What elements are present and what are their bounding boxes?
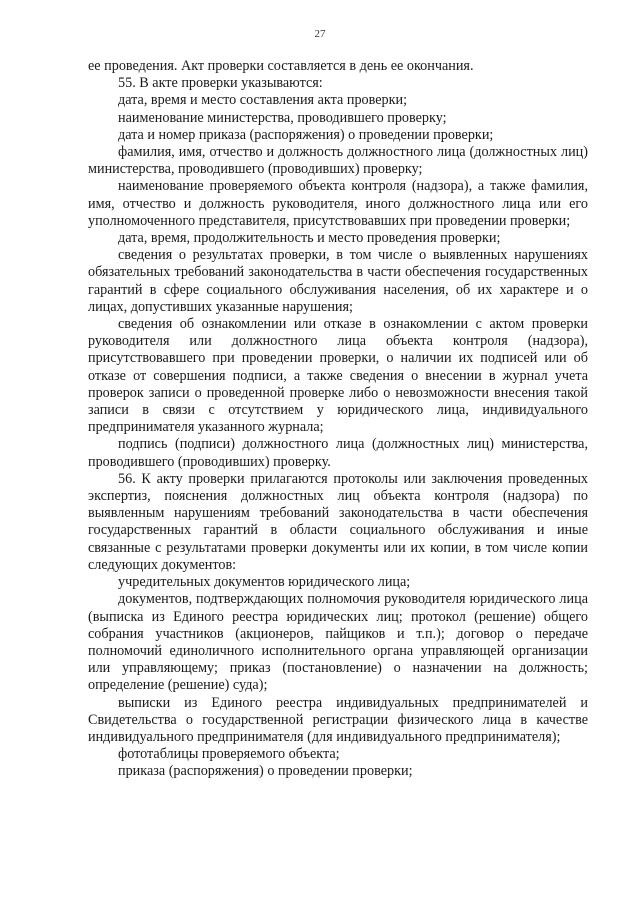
list-item: фототаблицы проверяемого объекта;	[118, 746, 340, 763]
list-item: наименование проверяемого объекта контроля (надзора), а также фамилия, имя, отчество и должность руководителя, иного должностного лица или его уполномоченного представителя, присутствовавших при проведении проверки;	[88, 178, 588, 229]
list-item: дата, время и место составления акта проверки;	[118, 92, 408, 109]
page-number: 27	[314, 28, 326, 40]
list-item: наименование министерства, проводившего проверку;	[118, 109, 447, 126]
list-item: фамилия, имя, отчество и должность должностного лица (должностных лиц) министерства, проводившего (проводивших) проверку;	[88, 144, 588, 178]
paragraph-continuation: ее проведения. Акт проверки составляется в день ее окончания.	[88, 58, 474, 74]
list-item: дата и номер приказа (распоряжения) о проведении проверки;	[118, 126, 494, 143]
list-item: документов, подтверждающих полномочия руководителя юридического лица (выписка из Единого реестра юридических лиц; протокол (решение) общего собрания участников (акционеров, пайщиков и т.п.); договор о передаче полномочий единоличного исполнительного органа управляющей организации или управляющему; приказ (постановление) о назначении на должность; определение (решение) суда);	[88, 591, 588, 694]
paragraph-item-56: 56. К акту проверки прилагаются протоколы или заключения проведенных экспертиз, пояснения должностных лиц объекта контроля (надзора) по выявленным нарушениям требований законодательства в части обеспечения государственных гарантий в области социального обслуживания и иные связанные с результатами проверки документы или их копии, в том числе копии следующих документов:	[88, 470, 588, 573]
list-item: дата, время, продолжительность и место проведения проверки;	[118, 230, 501, 247]
paragraph-item-55: 55. В акте проверки указываются:	[118, 75, 323, 92]
list-item: подпись (подписи) должностного лица (должностных лиц) министерства, проводившего (проводивших) проверку.	[88, 436, 588, 470]
list-item: учредительных документов юридического лица;	[118, 574, 411, 591]
list-item: сведения о результатах проверки, в том числе о выявленных нарушениях обязательных требований законодательства в части обеспечения государственных гарантий в сфере социального обслуживания населения, об их характере и о лицах, допустивших указанные нарушения;	[88, 247, 588, 315]
list-item: приказа (распоряжения) о проведении проверки;	[118, 763, 413, 780]
list-item: выписки из Единого реестра индивидуальных предпринимателей и Свидетельства о государственной регистрации физического лица в качестве индивидуального предпринимателя (для индивидуального предпринимателя);	[88, 694, 588, 745]
document-body	[88, 58, 588, 781]
list-item: сведения об ознакомлении или отказе в ознакомлении с актом проверки руководителя или должностного лица объекта контроля (надзора), присутствовавшего при проведении проверки, о наличии их подписей или об отказе от совершения подписи, а также сведения о внесении в журнал учета проверок записи о проведенной проверке либо о невозможности внесения такой записи в связи с отсутствием у юридического лица, индивидуального предпринимателя указанного журнала;	[88, 316, 588, 436]
